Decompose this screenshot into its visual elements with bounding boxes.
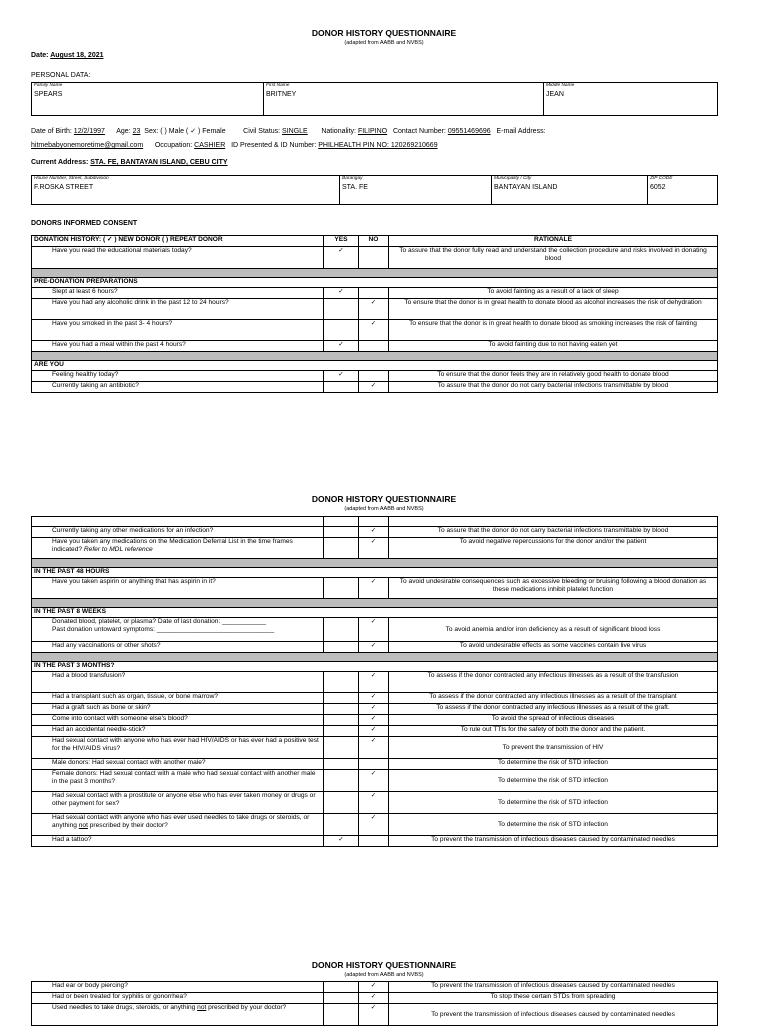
question-cell: Slept at least 6 hours? <box>32 288 324 299</box>
section-row <box>32 662 718 672</box>
section-pre-donation: PRE-DONATION PREPARATIONS <box>32 278 718 288</box>
section-divider <box>32 559 718 568</box>
table-row <box>32 642 718 653</box>
address-label: Current Address: <box>31 159 91 166</box>
date-label: Date: <box>31 52 51 59</box>
rationale-cell: To avoid undesirable effects as some vaccines contain live virus <box>389 642 718 653</box>
donation-history-header: DONATION HISTORY: ( ✓ ) NEW DONOR ( ) REPEAT DONOR <box>32 236 324 247</box>
date-value: August 18, 2021 <box>50 52 104 59</box>
section-row <box>32 361 718 371</box>
rationale-cell: To prevent the transmission of HIV <box>389 737 718 759</box>
table-row <box>32 715 718 726</box>
rationale-cell: To rule out TTIs for the safety of both the donor and the patient. <box>389 726 718 737</box>
middle-name-field[interactable] <box>544 83 718 116</box>
table-row <box>32 538 718 559</box>
question-emphasis: not <box>197 1004 207 1011</box>
yes-cell[interactable] <box>324 726 359 737</box>
street-value: F.ROSKA STREET <box>34 184 94 192</box>
question-cell <box>32 618 324 642</box>
no-cell[interactable]: ✓ <box>359 618 389 642</box>
section-48-hours: IN THE PAST 48 HOURS <box>32 568 718 578</box>
no-cell[interactable]: ✓ <box>359 672 389 693</box>
yes-cell[interactable] <box>324 578 359 599</box>
table-row <box>32 1004 718 1026</box>
question-cell: Have you smoked in the past 3- 4 hours? <box>32 320 324 341</box>
first-name-field[interactable] <box>264 83 544 116</box>
address-table <box>31 175 718 205</box>
no-cell[interactable]: ✓ <box>359 538 389 559</box>
occupation-value: CASHIER <box>194 142 226 149</box>
nationality-label: Nationality: <box>321 128 358 135</box>
question-cell: Currently taking an antibiotic? <box>32 382 324 393</box>
yes-cell[interactable] <box>324 715 359 726</box>
question-cell: Come into contact with someone else's blood? <box>32 715 324 726</box>
question-cell: Had a transplant such as organ, tissue, or bone marrow? <box>32 693 324 704</box>
question-text: Donated blood, platelet, or plasma? Date of last donation: ____________ <box>52 618 267 625</box>
municipality-field[interactable] <box>492 176 648 205</box>
yes-cell[interactable] <box>324 299 359 320</box>
no-cell[interactable]: ✓ <box>359 715 389 726</box>
table-row <box>32 288 718 299</box>
question-cell: Feeling healthy today? <box>32 371 324 382</box>
dob-label: Date of Birth: <box>31 128 74 135</box>
page-subtitle: (adapted from AABB and NVBS) <box>344 40 424 46</box>
first-name-value: BRITNEY <box>266 91 297 99</box>
section-divider <box>32 352 718 361</box>
yes-cell[interactable] <box>324 382 359 393</box>
rationale-cell: To assess if the donor contracted any infectious illnesses as a result of the graft. <box>389 704 718 715</box>
no-cell[interactable]: ✓ <box>359 382 389 393</box>
table-row <box>32 993 718 1004</box>
yes-cell[interactable] <box>324 642 359 653</box>
age-value: 23 <box>132 128 141 135</box>
yes-cell[interactable] <box>324 618 359 642</box>
nationality-value: FILIPINO <box>357 128 388 135</box>
yes-cell[interactable] <box>324 320 359 341</box>
question-text: Have you taken any medications on the Medication Deferral List in the time frames indicated? <box>52 538 293 553</box>
section-3-months: IN THE PAST 3 MONTHS? <box>32 662 718 672</box>
question-cell: Had or been treated for syphilis or gonorrhea? <box>32 993 324 1004</box>
contact-label: Contact Number: <box>392 128 448 135</box>
rationale-cell: To assure that the donor do not carry bacterial infections transmittable by blood <box>389 382 718 393</box>
no-cell[interactable]: ✓ <box>359 982 389 993</box>
barangay-label: Barangay <box>342 176 363 181</box>
no-cell[interactable]: ✓ <box>359 770 389 792</box>
name-table <box>31 82 718 116</box>
yes-cell[interactable] <box>324 759 359 770</box>
question-cell: Female donors: Had sexual contact with a male who had sexual contact with another male in the past 3 months? <box>32 770 324 792</box>
consent-table-2 <box>31 516 718 847</box>
rationale-cell: To determine the risk of STD infection <box>389 759 718 770</box>
no-cell[interactable]: ✓ <box>359 704 389 715</box>
no-header: NO <box>359 236 389 247</box>
civil-status-label: Civil Status: <box>243 128 283 135</box>
email-value: hitmebabyonemoretime@gmail.com <box>31 142 144 149</box>
street-field[interactable] <box>32 176 340 205</box>
rationale-header: RATIONALE <box>389 236 718 247</box>
no-cell[interactable]: ✓ <box>359 814 389 836</box>
question-cell: Had sexual contact with anyone who has ever had HIV/AIDS or has ever had a positive test for the HIV/AIDS virus? <box>32 737 324 759</box>
table-row <box>32 578 718 599</box>
rationale-cell: To avoid anemia and/or iron deficiency as a result of significant blood loss <box>389 618 718 642</box>
table-row <box>32 814 718 836</box>
section-8-weeks: IN THE PAST 8 WEEKS <box>32 608 718 618</box>
question-cell: Had a graft such as bone or skin? <box>32 704 324 715</box>
street-label: House Number, Street, Subdivision <box>34 176 109 181</box>
yes-cell[interactable] <box>324 993 359 1004</box>
municipality-value: BANTAYAN ISLAND <box>494 184 558 192</box>
section-divider <box>32 599 718 608</box>
table-row <box>32 737 718 759</box>
email-label: E-mail Address: <box>496 128 546 135</box>
table-row <box>32 382 718 393</box>
section-row <box>32 568 718 578</box>
question-cell: Had a blood transfusion? <box>32 672 324 693</box>
no-cell[interactable]: ✓ <box>359 693 389 704</box>
question-cell: Have you had any alcoholic drink in the past 12 to 24 hours? <box>32 299 324 320</box>
age-label: Age: <box>116 128 133 135</box>
table-row <box>32 320 718 341</box>
consent-heading: DONORS INFORMED CONSENT <box>31 220 138 227</box>
table-row <box>32 527 718 538</box>
yes-cell[interactable] <box>324 770 359 792</box>
no-cell[interactable] <box>359 371 389 382</box>
no-cell[interactable]: ✓ <box>359 1004 389 1026</box>
rationale-cell: To ensure that the donor feels they are in relatively good health to donate blood <box>389 371 718 382</box>
consent-table-1 <box>31 235 718 393</box>
question-cell <box>32 1004 324 1026</box>
table-row <box>32 759 718 770</box>
yes-cell[interactable] <box>324 672 359 693</box>
question-cell: Have you read the educational materials today? <box>32 247 324 269</box>
no-cell[interactable]: ✓ <box>359 792 389 814</box>
rationale-cell: To determine the risk of STD infection <box>389 792 718 814</box>
question-emphasis: not <box>78 821 88 829</box>
rationale-cell: To ensure that the donor is in great health to donate blood as alcohol increases the risk of dehydration <box>389 299 718 320</box>
rationale-cell: To determine the risk of STD infection <box>389 814 718 836</box>
question-cell <box>32 814 324 836</box>
table-row <box>32 726 718 737</box>
family-name-field[interactable] <box>32 83 264 116</box>
rationale-cell: To assure that the donor fully read and understand the collection procedure and risks involved in donating blood <box>389 247 718 269</box>
date-line <box>31 52 104 59</box>
page-title-3: DONOR HISTORY QUESTIONNAIRE <box>311 960 457 970</box>
rationale-cell: To prevent the transmission of infectious diseases caused by contaminated needles <box>389 836 718 847</box>
question-cell: Had an accidental needle-stick? <box>32 726 324 737</box>
zip-value: 6052 <box>650 184 666 192</box>
page-subtitle-2: (adapted from AABB and NVBS) <box>344 506 424 512</box>
question-cell: Have you taken aspirin or anything that has aspirin in it? <box>32 578 324 599</box>
sex-field: Sex: ( ) Male ( ✓ ) Female <box>144 128 226 135</box>
yes-cell[interactable] <box>324 693 359 704</box>
no-cell[interactable]: ✓ <box>359 993 389 1004</box>
rationale-cell: To assess if the donor contracted any infectious illnesses as a result of the transfusion <box>389 672 718 693</box>
consent-table-3 <box>31 981 718 1026</box>
yes-cell[interactable]: ✓ <box>324 371 359 382</box>
rationale-cell: To avoid fainting as a result of a lack of sleep <box>389 288 718 299</box>
section-divider <box>32 653 718 662</box>
table-row <box>32 982 718 993</box>
address-line <box>31 159 228 166</box>
id-value: PHILHEALTH PIN NO: 120269210669 <box>318 142 438 149</box>
yes-cell[interactable]: ✓ <box>324 836 359 847</box>
table-row <box>32 247 718 269</box>
page-title-2: DONOR HISTORY QUESTIONNAIRE <box>311 494 457 504</box>
id-label: ID Presented & ID Number: <box>231 142 319 149</box>
page-title: DONOR HISTORY QUESTIONNAIRE <box>311 28 457 38</box>
rationale-cell: To assure that the donor do not carry bacterial infections transmittable by blood <box>389 527 718 538</box>
rationale-cell: To prevent the transmission of infectious diseases caused by contaminated needles <box>389 1004 718 1026</box>
address-value: STA. FE, BANTAYAN ISLAND, CEBU CITY <box>90 159 228 166</box>
rationale-cell: To avoid the spread of infectious diseases <box>389 715 718 726</box>
civil-status-value: SINGLE <box>282 128 308 135</box>
section-row <box>32 608 718 618</box>
first-name-label: First Name <box>266 83 290 88</box>
no-cell[interactable] <box>359 288 389 299</box>
no-cell[interactable] <box>359 759 389 770</box>
question-cell: Have you had a meal within the past 4 hours? <box>32 341 324 352</box>
table-row <box>32 618 718 642</box>
table-row <box>32 341 718 352</box>
rationale-cell: To prevent the transmission of infectious diseases caused by contaminated needles <box>389 982 718 993</box>
zip-field[interactable] <box>648 176 718 205</box>
yes-cell[interactable] <box>324 704 359 715</box>
question-text-end: prescribed by your doctor? <box>206 1004 287 1011</box>
family-name-value: SPEARS <box>34 91 63 99</box>
yes-header: YES <box>324 236 359 247</box>
question-text-2: Past donation untoward symptoms: ________________________________ <box>52 625 275 633</box>
personal-heading: PERSONAL DATA: <box>31 72 91 79</box>
question-cell: Had a tattoo? <box>32 836 324 847</box>
no-cell[interactable] <box>359 836 389 847</box>
no-cell[interactable]: ✓ <box>359 642 389 653</box>
rationale-cell: To determine the risk of STD infection <box>389 770 718 792</box>
yes-cell[interactable] <box>324 527 359 538</box>
yes-cell[interactable] <box>324 538 359 559</box>
question-text-end: prescribed by their doctor? <box>87 821 168 829</box>
table-row <box>32 836 718 847</box>
question-cell: Currently taking any other medications for an infection? <box>32 527 324 538</box>
section-divider <box>32 269 718 278</box>
section-row <box>32 278 718 288</box>
middle-name-label: Middle Name <box>546 83 575 88</box>
rationale-cell: To avoid undesirable consequences such as excessive bleeding or bruising following a blood donation as these medications inhibit platelet function <box>389 578 718 599</box>
info-line-2 <box>31 142 438 149</box>
zip-label: ZIP CODE <box>650 176 673 181</box>
no-cell[interactable]: ✓ <box>359 299 389 320</box>
rationale-cell: To assess if the donor contracted any infectious illnesses as a result of the transplant <box>389 693 718 704</box>
table-row <box>32 371 718 382</box>
yes-cell[interactable] <box>324 737 359 759</box>
yes-cell[interactable] <box>324 792 359 814</box>
rationale-cell: To avoid negative repercussions for the donor and/or the patient <box>389 538 718 559</box>
question-text: Used needles to take drugs, steroids, or anything <box>52 1004 198 1011</box>
barangay-value: STA. FE <box>342 184 368 192</box>
table-row <box>32 517 718 527</box>
rationale-cell: To ensure that the donor is in great health to donate blood as smoking increases the risk of fainting <box>389 320 718 341</box>
question-cell: Had ear or body piercing? <box>32 982 324 993</box>
contact-value: 09551469696 <box>447 128 491 135</box>
table-row <box>32 792 718 814</box>
occupation-label: Occupation: <box>154 142 195 149</box>
question-cell <box>32 538 324 559</box>
no-cell[interactable] <box>359 341 389 352</box>
mdl-reference: Refer to MDL reference <box>83 545 153 553</box>
no-cell[interactable] <box>359 247 389 269</box>
no-cell[interactable]: ✓ <box>359 737 389 759</box>
rationale-cell: To avoid fainting due to not having eaten yet <box>389 341 718 352</box>
table-row <box>32 704 718 715</box>
no-cell[interactable]: ✓ <box>359 578 389 599</box>
municipality-label: Municipality / City <box>494 176 532 181</box>
question-text: Had sexual contact with anyone who has ever used needles to take drugs or steroids, or anything <box>52 814 310 829</box>
table-row <box>32 770 718 792</box>
yes-cell[interactable] <box>324 982 359 993</box>
table-row <box>32 693 718 704</box>
page-subtitle-3: (adapted from AABB and NVBS) <box>344 972 424 978</box>
yes-cell[interactable]: ✓ <box>324 288 359 299</box>
barangay-field[interactable] <box>340 176 492 205</box>
middle-name-value: JEAN <box>546 91 564 99</box>
yes-cell[interactable]: ✓ <box>324 247 359 269</box>
table-row <box>32 299 718 320</box>
info-line-1 <box>31 127 546 135</box>
yes-cell[interactable] <box>324 814 359 836</box>
family-name-label: Family Name <box>34 83 63 88</box>
section-are-you: ARE YOU <box>32 361 718 371</box>
no-cell[interactable]: ✓ <box>359 320 389 341</box>
dob-value: 12/2/1997 <box>73 128 105 135</box>
no-cell[interactable]: ✓ <box>359 527 389 538</box>
yes-cell[interactable]: ✓ <box>324 341 359 352</box>
question-cell: Male donors: Had sexual contact with another male? <box>32 759 324 770</box>
rationale-cell: To stop these certain STDs from spreading <box>389 993 718 1004</box>
table-row <box>32 672 718 693</box>
table-header-row <box>32 236 718 247</box>
question-cell: Had any vaccinations or other shots? <box>32 642 324 653</box>
question-cell: Had sexual contact with a prostitute or anyone else who has ever taken money or drugs or other payment for sex? <box>32 792 324 814</box>
yes-cell[interactable] <box>324 1004 359 1026</box>
no-cell[interactable]: ✓ <box>359 726 389 737</box>
